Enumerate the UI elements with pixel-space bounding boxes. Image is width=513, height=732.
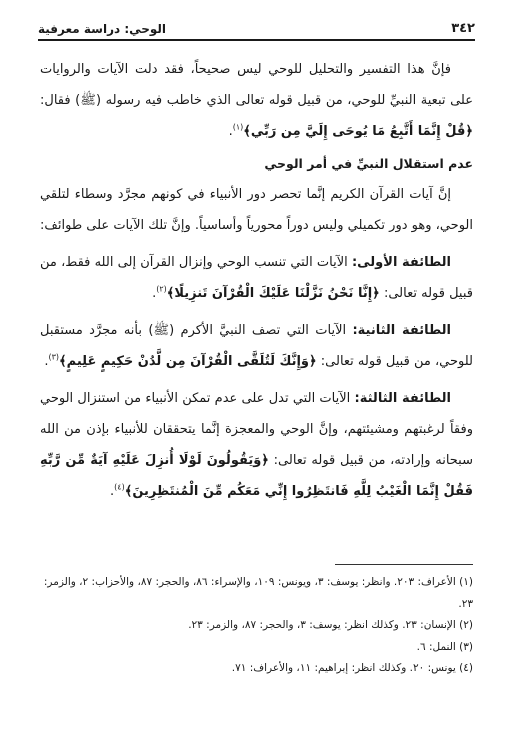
- footnote-item: (١) الأعراف: ٢٠٣. وانظر: يوسف: ٣، ويونس: ١٠٩، والإسراء: ٨٦، والحجر: ٨٧، والأحزاب: ٢، والزمر: ٢٣.: [43, 576, 473, 610]
- footnote-separator: [335, 564, 473, 565]
- group-3-paragraph: الطائفة الثالثة: الآيات التي تدل على عدم تمكن الأنبياء من استنزال الوحي وفقاً لرغبتهم ومشيئتهم، وإنَّ الوحي والمعجزة إنَّما يتحققان للأنبياء بإذن من الله سبحانه وإرادته، من قبيل قوله تعالى: ﴿وَيَقُولُونَ لَوْلَا أُنزِلَ عَلَيْهِ آيَةٌ مِّن رَّبِّهِ فَقُلْ إِنَّمَا الْغَيْبُ لِلَّهِ فَانتَظِرُوا إِنِّي مَعَكُم مِّنَ الْمُنتَظِرِينَ﴾$^{(٤)}$.: [40, 391, 473, 499]
- footnote-ref: (٣): [48, 352, 60, 362]
- footnote-item: (٣) النمل: ٦.: [416, 640, 473, 653]
- footnote-item: (٢) الإنسان: ٢٣. وكذلك انظر: يوسف: ٣، والحجر: ٨٧، والزمر: ٢٣.: [188, 619, 473, 631]
- footnote-ref: (٢): [156, 284, 167, 294]
- quran-verse: ﴿قُلْ إِنَّمَا أَتَّبِعُ مَا يُوحَى إِلَيَّ مِن رَبِّي﴾: [243, 124, 473, 139]
- footnotes: [40, 572, 473, 680]
- group-2-text: الآيات التي تصف النبيَّ الأكرم (ﷺ) بأنه مجرَّد مستقبل للوحي، من قبيل قوله تعالى:: [40, 323, 473, 369]
- group-2-label: الطائفة الثانية:: [352, 323, 451, 338]
- footnote-item: (٤) يونس: ٢٠. وكذلك انظر: إبراهيم: ١١، والأعراف: ٧١.: [231, 662, 473, 674]
- page-header: [38, 14, 475, 41]
- footnote-ref: (١): [232, 122, 244, 132]
- paragraph-2: إنَّ آيات القرآن الكريم إنَّما تحصر دور الأنبياء في كونهم مجرَّد وسطاء لتلقي الوحي، وهو دور تكميلي وليس دوراً محورياً وأساسياً. وإنَّ تلك الآيات على طوائف:: [40, 187, 473, 233]
- paragraph-1: فإنَّ هذا التفسير والتحليل للوحي ليس صحيحاً، فقد دلت الآيات والروايات على تبعية النبيِّ للوحي، من قبيل قوله تعالى الذي خاطب فيه رسوله (ﷺ) فقال: ﴿قُلْ إِنَّمَا أَتَّبِعُ مَا يُوحَى إِلَيَّ مِن رَبِّي﴾$^{(١)}$.: [40, 62, 473, 139]
- group-2-paragraph: الطائفة الثانية: الآيات التي تصف النبيَّ الأكرم (ﷺ) بأنه مجرَّد مستقبل للوحي، من قبيل قوله تعالى: ﴿وَإِنَّكَ لَتُلَقَّى الْقُرْآنَ مِن لَّدُنْ حَكِيمٍ عَلِيمٍ﴾$^{(٣)}$.: [40, 323, 473, 369]
- footnote-ref: (٤): [114, 482, 125, 492]
- paragraph-1-text: فإنَّ هذا التفسير والتحليل للوحي ليس صحيحاً، فقد دلت الآيات والروايات على تبعية النبيِّ للوحي، من قبيل قوله تعالى الذي خاطب فيه رسوله (ﷺ) فقال:: [40, 62, 473, 108]
- page-number: ٣٤٢: [451, 21, 475, 36]
- quran-verse: ﴿إِنَّا نَحْنُ نَزَّلْنَا عَلَيْكَ الْقُرْآنَ تَنزِيلًا﴾: [166, 286, 380, 301]
- quran-verse: ﴿وَإِنَّكَ لَتُلَقَّى الْقُرْآنَ مِن لَّدُنْ حَكِيمٍ عَلِيمٍ﴾: [59, 354, 317, 369]
- running-title: الوحي: دراسة معرفية: [38, 22, 167, 36]
- group-3-text: الآيات التي تدل على عدم تمكن الأنبياء من استنزال الوحي وفقاً لرغبتهم ومشيئتهم، وإنَّ الوحي والمعجزة إنَّما يتحققان للأنبياء بإذن من الله سبحانه وإرادته، من قبيل قوله تعالى:: [40, 391, 473, 468]
- main-text: [40, 54, 473, 507]
- quran-verse: ﴿وَيَقُولُونَ لَوْلَا أُنزِلَ عَلَيْهِ آيَةٌ مِّن رَّبِّهِ فَقُلْ إِنَّمَا الْغَيْبُ لِلَّهِ فَانتَظِرُوا إِنِّي مَعَكُم مِّنَ الْمُنتَظِرِينَ﴾: [40, 453, 473, 499]
- section-subheading: عدم استقلال النبيِّ في أمر الوحي: [264, 156, 473, 171]
- group-3-label: الطائفة الثالثة:: [354, 391, 451, 406]
- group-1-text: الآيات التي تنسب الوحي وإنزال القرآن إلى الله فقط، من قبيل قوله تعالى:: [40, 255, 473, 301]
- group-1-paragraph: الطائفة الأولى: الآيات التي تنسب الوحي وإنزال القرآن إلى الله فقط، من قبيل قوله تعالى: ﴿إِنَّا نَحْنُ نَزَّلْنَا عَلَيْكَ الْقُرْآنَ تَنزِيلًا﴾$^{(٢)}$.: [40, 255, 473, 301]
- group-1-label: الطائفة الأولى:: [351, 255, 452, 270]
